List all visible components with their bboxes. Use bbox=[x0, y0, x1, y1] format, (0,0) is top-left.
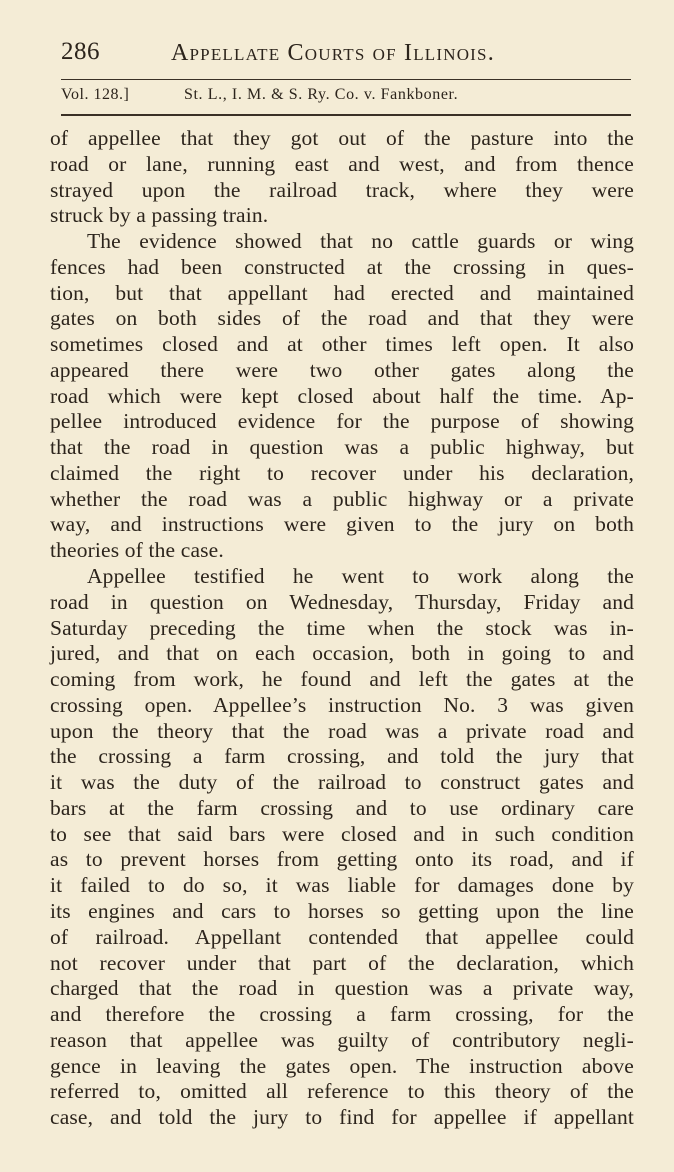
text-line: reason that appellee was guilty of contributory negli- bbox=[50, 1027, 634, 1052]
text-line: not recover under that part of the declaration, which bbox=[50, 950, 634, 975]
body-text bbox=[50, 126, 634, 1131]
text-line: theories of the case. bbox=[50, 538, 224, 563]
text-line: Saturday preceding the time when the stock was in- bbox=[50, 615, 634, 640]
text-line: road which were kept closed about half the time. Ap- bbox=[50, 383, 634, 408]
running-title: Appellate Courts of Illinois. bbox=[171, 40, 495, 66]
text-line: Appellee testified he went to work along the bbox=[87, 564, 634, 589]
text-line: crossing open. Appellee’s instruction No. 3 was given bbox=[50, 692, 634, 717]
text-line: of appellee that they got out of the pasture into the bbox=[50, 126, 634, 150]
text-line: bars at the farm crossing and to use ordinary care bbox=[50, 795, 634, 820]
text-line: coming from work, he found and left the gates at the bbox=[50, 667, 634, 692]
text-line: The evidence showed that no cattle guards or wing bbox=[87, 229, 634, 254]
case-subheader bbox=[61, 86, 631, 112]
text-line: of railroad. Appellant contended that appellee could bbox=[50, 924, 634, 949]
text-line: gence in leaving the gates open. The instruction above bbox=[50, 1053, 634, 1078]
text-line: and therefore the crossing a farm crossing, for the bbox=[50, 1002, 634, 1027]
text-line: sometimes closed and at other times left open. It also bbox=[50, 332, 634, 357]
text-line: road or lane, running east and west, and from thence bbox=[50, 151, 634, 176]
text-line: referred to, omitted all reference to this theory of the bbox=[50, 1079, 634, 1104]
text-line: jured, and that on each occasion, both in going to and bbox=[50, 641, 634, 666]
header-rule-top bbox=[61, 79, 631, 80]
text-line: gates on both sides of the road and that they were bbox=[50, 306, 634, 331]
text-line: claimed the right to recover under his declaration, bbox=[50, 460, 634, 485]
text-line: case, and told the jury to find for appellee if appellant bbox=[50, 1105, 634, 1130]
page-number: 286 bbox=[61, 38, 100, 65]
text-line: pellee introduced evidence for the purpose of showing bbox=[50, 409, 634, 434]
text-line: upon the theory that the road was a private road and bbox=[50, 718, 634, 743]
text-line: whether the road was a public highway or a private bbox=[50, 486, 634, 511]
header-rule-bottom bbox=[61, 114, 631, 116]
text-line: its engines and cars to horses so getting upon the line bbox=[50, 898, 634, 923]
text-line: tion, but that appellant had erected and maintained bbox=[50, 280, 634, 305]
text-line: it failed to do so, it was liable for damages done by bbox=[50, 873, 634, 898]
text-line: struck by a passing train. bbox=[50, 203, 269, 228]
text-line: charged that the road in question was a private way, bbox=[50, 976, 634, 1001]
case-name: St. L., I. M. & S. Ry. Co. v. Fankboner. bbox=[184, 86, 459, 103]
running-header bbox=[61, 38, 631, 74]
text-line: road in question on Wednesday, Thursday, Friday and bbox=[50, 589, 634, 614]
text-line: strayed upon the railroad track, where they were bbox=[50, 177, 634, 202]
text-line: appeared there were two other gates along the bbox=[50, 357, 634, 382]
text-line: as to prevent horses from getting onto its road, and if bbox=[50, 847, 634, 872]
volume-label: Vol. 128.] bbox=[61, 86, 130, 103]
text-line: to see that said bars were closed and in such condition bbox=[50, 821, 634, 846]
text-line: it was the duty of the railroad to construct gates and bbox=[50, 770, 634, 795]
text-line: fences had been constructed at the crossing in ques- bbox=[50, 254, 634, 279]
text-line: way, and instructions were given to the jury on both bbox=[50, 512, 634, 537]
text-line: that the road in question was a public highway, but bbox=[50, 435, 634, 460]
text-line: the crossing a farm crossing, and told the jury that bbox=[50, 744, 634, 769]
